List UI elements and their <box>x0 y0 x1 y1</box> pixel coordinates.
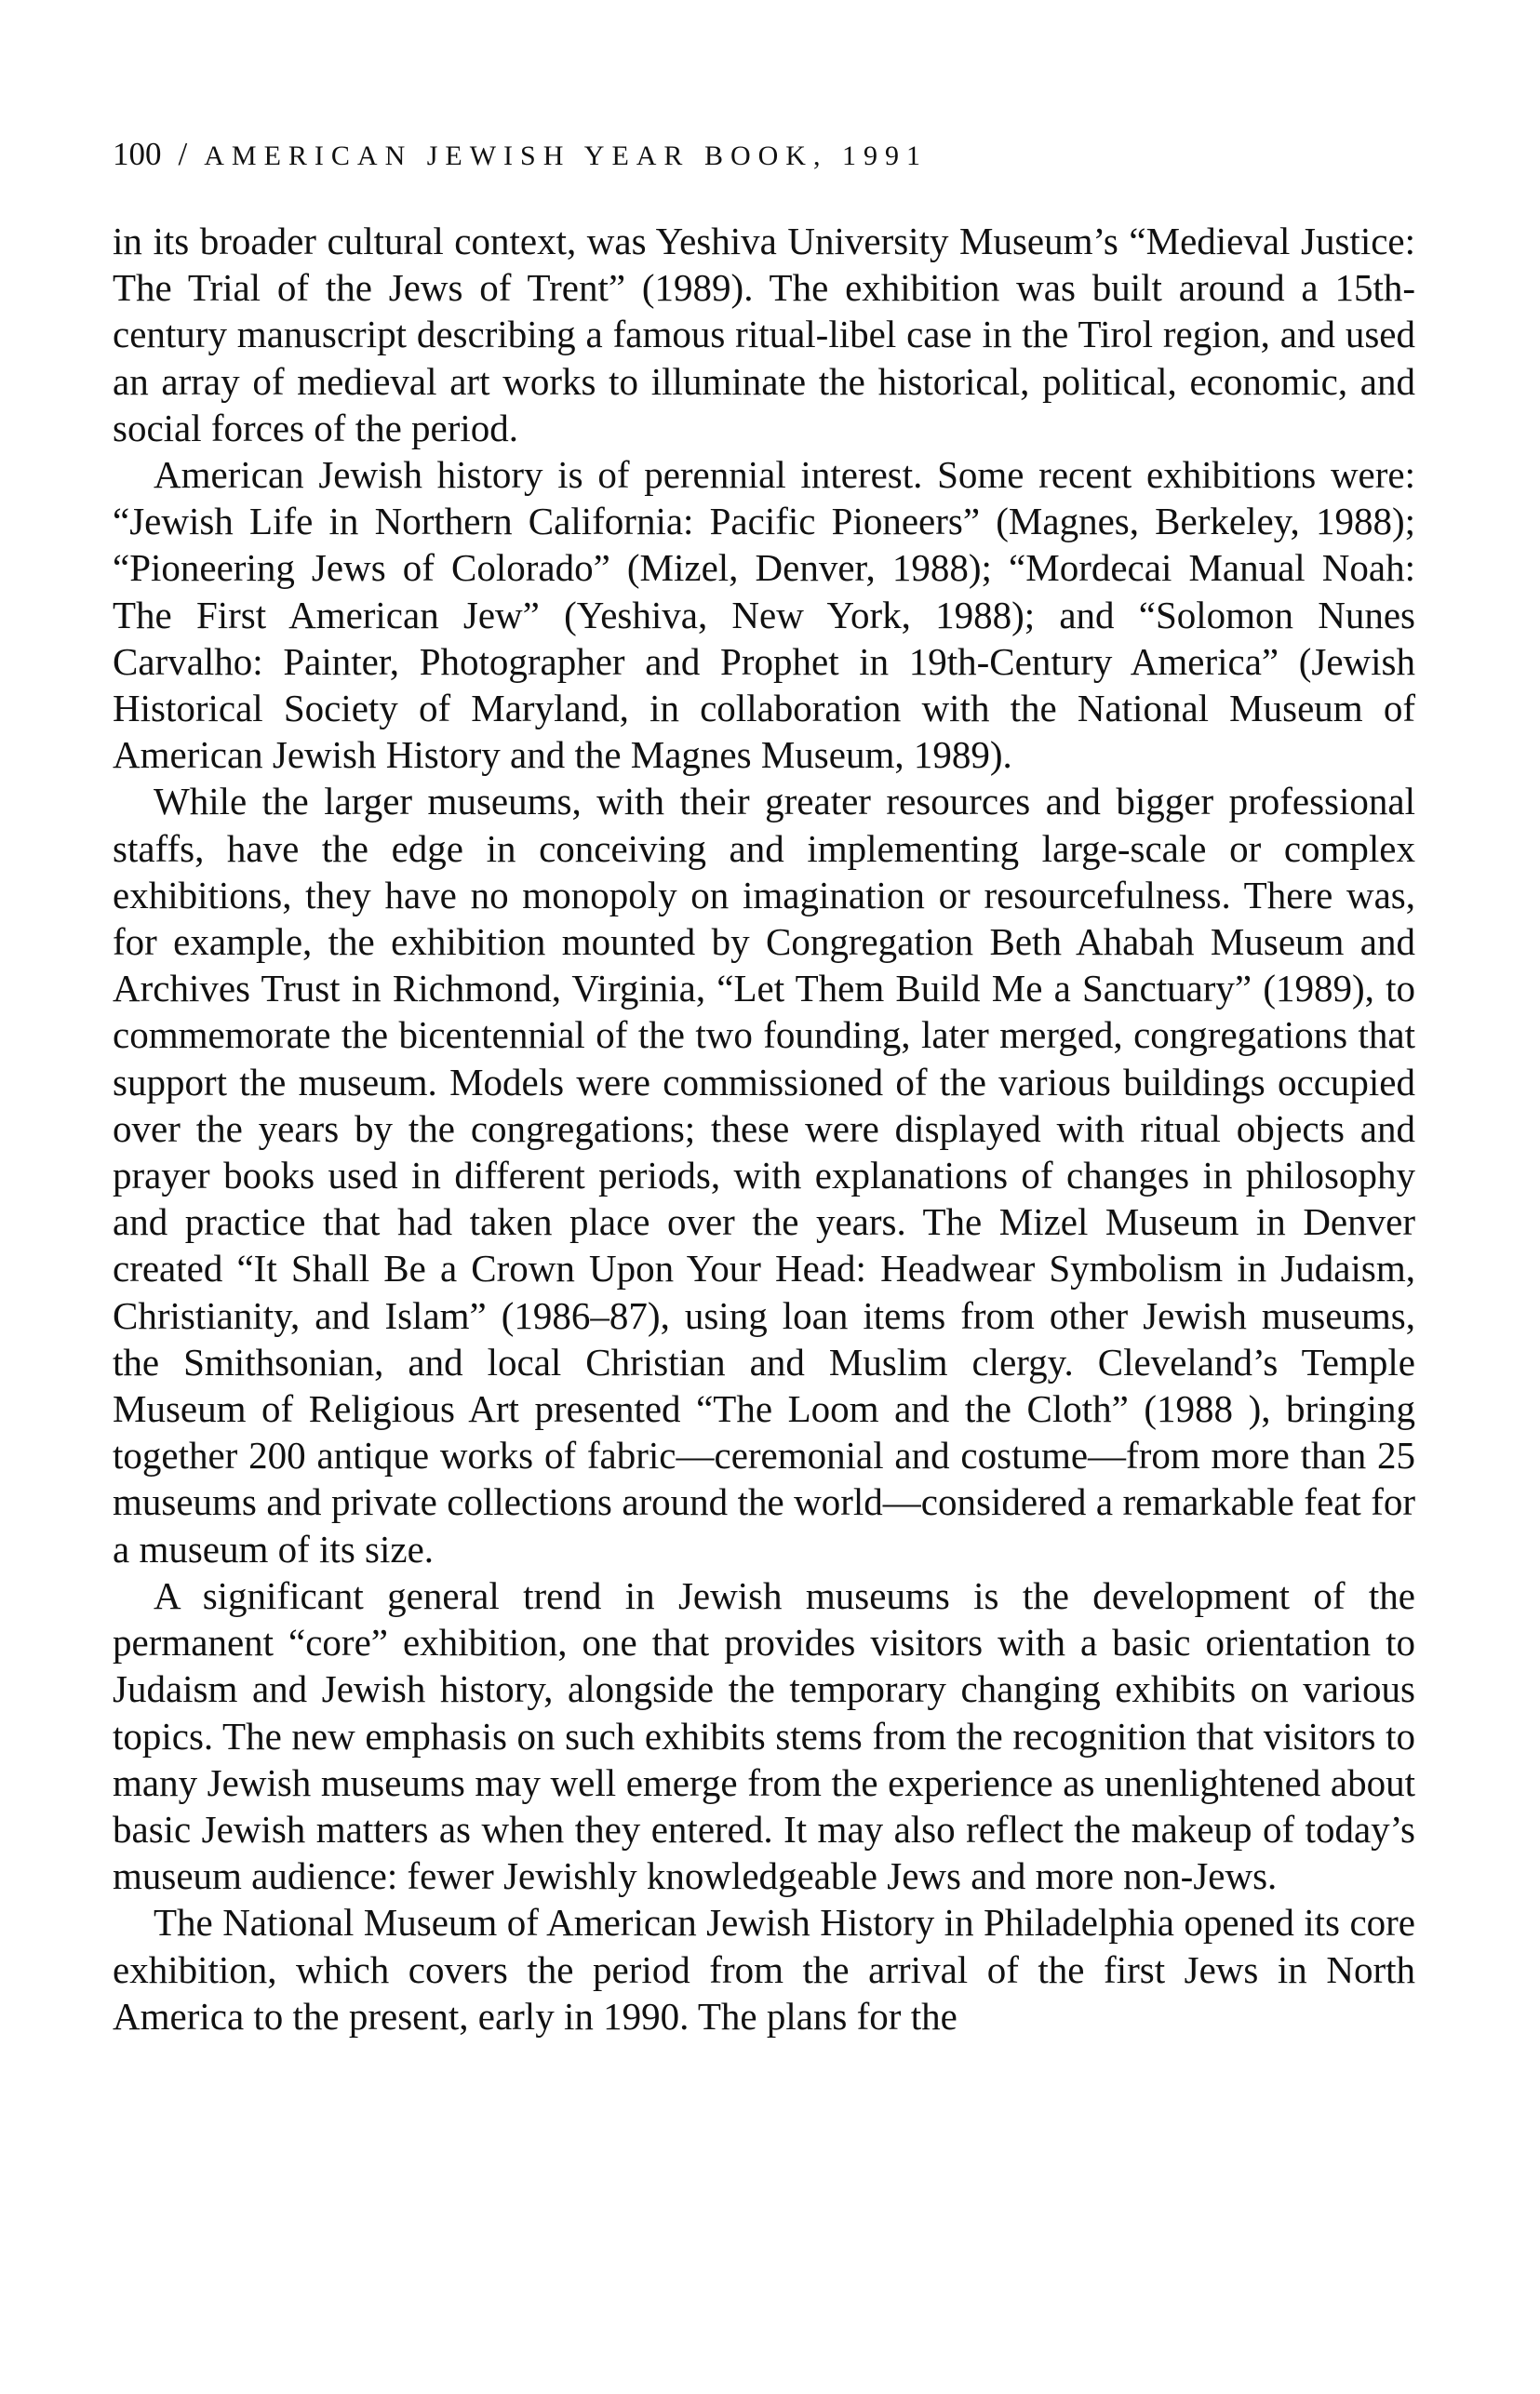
paragraph-american-jewish-history: American Jewish history is of perennial interest. Some recent exhibitions were: “Jewish Life in Northern California: Pacific Pioneers” (Magnes, Berkeley, 1988); “Pioneering Jews of Colorado” (Mizel, Denver, 1988); “Mordecai Manual Noah: The First American Jew” (Yeshiva, New York, 1988); and “Solomon Nunes Carvalho: Painter, Photographer and Prophet in 19th-Century America” (Jewish Historical Society of Maryland, in collaboration with the National Museum of American Jewish History and the Magnes Museum, 1989). <box>113 453 1415 777</box>
paragraph-larger-museums: While the larger museums, with their greater resources and bigger professional staffs, have the edge in conceiving and implementing large-scale or complex exhibitions, they have no monopoly on imagination or resourcefulness. There was, for example, the exhibition mounted by Congregation Beth Ahabah Museum and Archives Trust in Richmond, Virginia, “Let Them Build Me a Sanctuary” (1989), to commemorate the bicentennial of the two founding, later merged, congregations that support the museum. Models were commissioned of the various buildings occupied over the years by the congregations; these were displayed with ritual objects and prayer books used in different periods, with explanations of changes in philosophy and practice that had taken place over the years. The Mizel Museum in Denver created “It Shall Be a Crown Upon Your Head: Headwear Symbolism in Judaism, Christianity, and Islam” (1986–87), using loan items from other Jewish museums, the Smithsonian, and local Christian and Muslim clergy. Cleveland’s Temple Museum of Religious Art presented “The Loom and the Cloth” (1988 ), bringing together 200 antique works of fabric—ceremonial and costume—from more than 25 museums and private collections around the world—considered a remarkable feat for a museum of its size. <box>113 780 1415 1571</box>
page-number: 100 <box>113 136 162 172</box>
document-page <box>113 130 1415 2040</box>
running-head <box>113 130 1415 181</box>
header-separator: / <box>178 136 188 172</box>
paragraph-national-museum: The National Museum of American Jewish History in Philadelphia opened its core exhibition, which covers the period from the arrival of the first Jews in North America to the present, early in 1990. The plans for the <box>113 1901 1415 2038</box>
paragraph-core-exhibition-trend: A significant general trend in Jewish museums is the development of the permanent “core” exhibition, one that provides visitors with a basic orientation to Judaism and Jewish history, alongside the temporary changing exhibits on various topics. The new emphasis on such exhibits stems from the recognition that visitors to many Jewish museums may well emerge from the experience as unenlightened about basic Jewish matters as when they entered. It may also reflect the makeup of today’s museum audience: fewer Jewishly knowledgeable Jews and more non-Jews. <box>113 1573 1415 1898</box>
body-text <box>113 218 1415 2040</box>
book-title: AMERICAN JEWISH YEAR BOOK, 1991 <box>204 140 928 171</box>
paragraph-continued: in its broader cultural context, was Yeshiva University Museum’s “Medieval Justice: The Trial of the Jews of Trent” (1989). The exhibition was built around a 15th-century manuscript describing a famous ritual-libel case in the Tirol region, and used an array of medieval art works to illuminate the historical, political, economic, and social forces of the period. <box>113 220 1415 449</box>
